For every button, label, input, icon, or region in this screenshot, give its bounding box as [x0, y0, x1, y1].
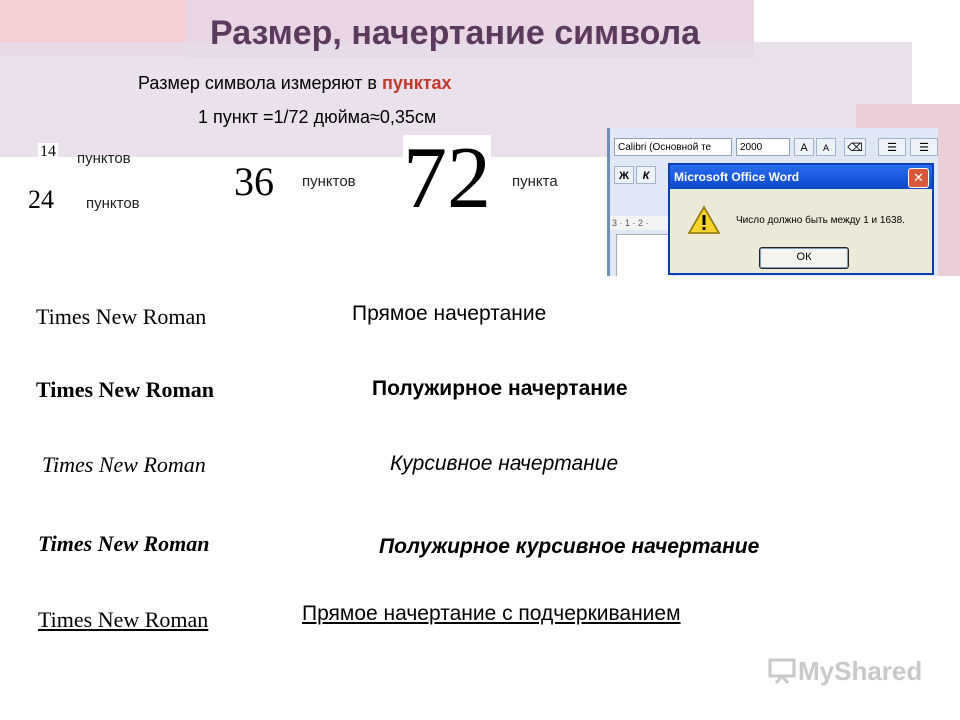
- size-sample-36: 36: [234, 159, 274, 204]
- sample-underline: Times New Roman: [38, 607, 209, 632]
- document-page: [616, 234, 674, 276]
- font-name-box[interactable]: Calibri (Основной те: [614, 138, 732, 156]
- sample-italic: Times New Roman: [42, 452, 206, 477]
- shrink-font-button[interactable]: A: [816, 138, 836, 156]
- clear-format-icon[interactable]: ⌫: [844, 138, 866, 156]
- size-sample-24: 24: [28, 185, 54, 214]
- bold-button[interactable]: Ж: [614, 166, 634, 184]
- watermark-logo: [768, 656, 922, 687]
- grow-font-button[interactable]: A: [794, 138, 814, 156]
- warning-icon: [688, 205, 720, 235]
- font-size-box[interactable]: 2000: [736, 138, 790, 156]
- close-icon[interactable]: ✕: [908, 168, 929, 188]
- page-title: Размер, начертание символа: [210, 14, 701, 52]
- size-unit-72: пункта: [512, 173, 558, 190]
- intro-highlight: пунктах: [381, 73, 452, 93]
- sample-regular: Times New Roman: [36, 304, 207, 329]
- watermark-text: MyShared: [798, 656, 923, 686]
- size-unit-14: пунктов: [77, 150, 131, 167]
- label-regular: Прямое начертание: [352, 302, 547, 325]
- presentation-icon: [768, 658, 798, 684]
- size-unit-24: пунктов: [86, 195, 140, 212]
- size-unit-36: пунктов: [302, 173, 356, 190]
- intro-line-2: 1 пункт =1/72 дюйма≈0,35см: [198, 107, 437, 127]
- label-italic: Курсивное начертание: [390, 452, 619, 475]
- sample-bold-italic: Times New Roman: [38, 531, 210, 556]
- error-dialog: [668, 163, 934, 275]
- numbering-icon[interactable]: ☰: [910, 138, 938, 156]
- ruler: 3 · 1 · 2 ·: [610, 216, 682, 230]
- size-sample-72: 72: [403, 130, 491, 227]
- bullets-icon[interactable]: ☰: [878, 138, 906, 156]
- sample-bold: Times New Roman: [36, 377, 215, 402]
- label-bold-italic: Полужирное курсивное начертание: [379, 535, 760, 558]
- label-underline: Прямое начертание с подчеркиванием: [302, 602, 681, 625]
- italic-button[interactable]: К: [636, 166, 656, 184]
- dialog-message: Число должно быть между 1 и 1638.: [736, 215, 905, 226]
- ok-button[interactable]: ОК: [759, 247, 849, 269]
- intro-line-1: Размер символа измеряют в пунктах: [138, 73, 452, 93]
- dialog-title: Microsoft Office Word: [670, 165, 932, 189]
- size-sample-14: 14: [40, 143, 56, 160]
- label-bold: Полужирное начертание: [372, 377, 628, 400]
